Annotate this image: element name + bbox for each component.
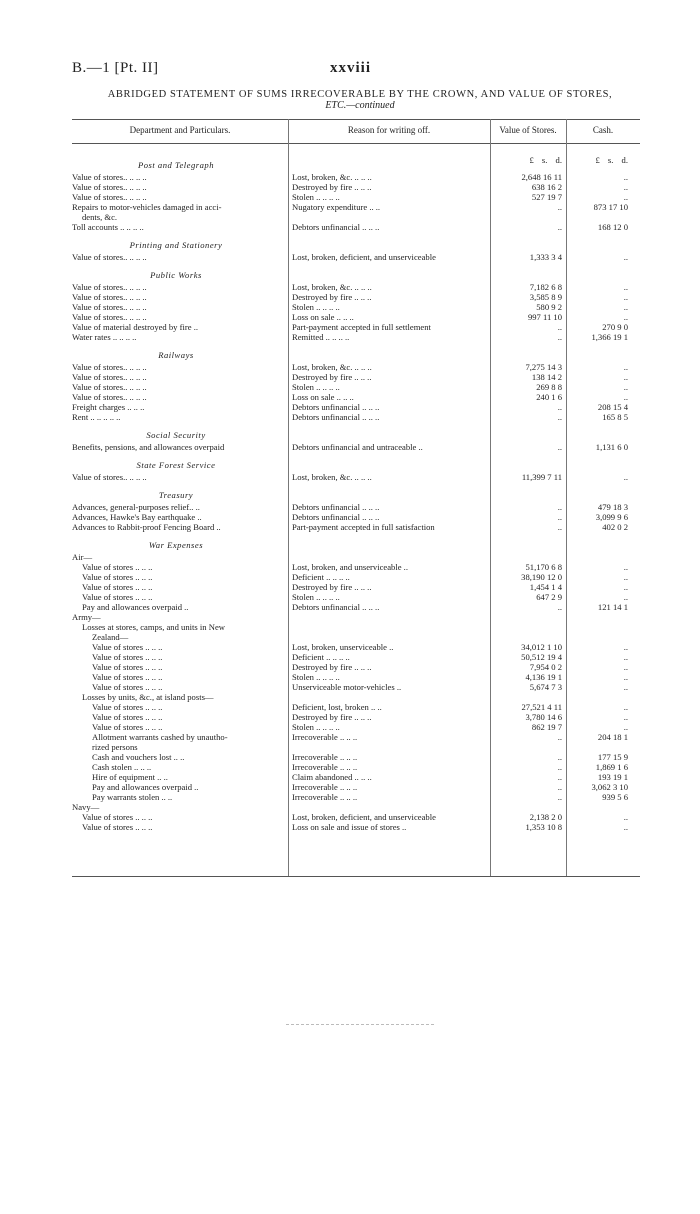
reason-cell: Lost, broken, &c. .. .. .. [292, 282, 372, 292]
page-number: xxviii [330, 60, 372, 76]
stores-value-cell: 997 11 10 [527, 312, 562, 322]
table-row [0, 652, 700, 662]
stores-currency-header: £ s. d. [529, 155, 562, 165]
stores-value-cell: .. [557, 522, 562, 532]
dept-cell: Value of stores .. .. .. [92, 682, 163, 692]
dept-cell: Value of stores.. .. .. .. [72, 182, 147, 192]
reason-cell: Destroyed by fire .. .. .. [292, 712, 372, 722]
stores-value-cell: .. [557, 202, 562, 212]
dept-cell: Value of stores .. .. .. [92, 662, 163, 672]
stores-value-cell: 4,136 19 1 [525, 672, 562, 682]
reason-cell: Stolen .. .. .. .. [292, 382, 340, 392]
dept-cell: Value of stores .. .. .. [82, 572, 153, 582]
table-row [0, 252, 700, 262]
cash-value-cell: .. [623, 382, 628, 392]
cash-value-cell: .. [623, 172, 628, 182]
table-row [0, 512, 700, 522]
section-heading: Public Works [150, 270, 202, 280]
reason-cell: Debtors unfinancial and untraceable .. [292, 442, 423, 452]
cash-value-cell: 177 15 9 [597, 752, 628, 762]
dept-cell: Zealand— [92, 632, 129, 642]
stores-value-cell: .. [557, 332, 562, 342]
stores-value-cell: 7,275 14 3 [525, 362, 562, 372]
table-row [0, 682, 700, 692]
cash-value-cell: .. [623, 392, 628, 402]
cash-value-cell: .. [623, 582, 628, 592]
table-row [0, 402, 700, 412]
cash-value-cell: .. [623, 362, 628, 372]
stores-value-cell: .. [557, 792, 562, 802]
cash-value-cell: 3,062 3 10 [591, 782, 628, 792]
dept-cell: Advances to Rabbit-proof Fencing Board .. [72, 522, 221, 532]
reason-cell: Deficient .. .. .. .. [292, 652, 350, 662]
cash-value-cell: .. [623, 662, 628, 672]
dept-cell: Benefits, pensions, and allowances overpaid [72, 442, 225, 452]
reason-cell: Irrecoverable .. .. .. [292, 732, 358, 742]
dept-cell: Army— [72, 612, 101, 622]
table-row [0, 182, 700, 192]
cash-value-cell: 402 0 2 [602, 522, 628, 532]
stores-value-cell: 7,182 6 8 [529, 282, 562, 292]
cash-value-cell: 204 18 1 [597, 732, 628, 742]
stores-value-cell: 38,190 12 0 [521, 572, 562, 582]
cash-value-cell: .. [623, 562, 628, 572]
dept-cell: Value of stores.. .. .. .. [72, 292, 147, 302]
reason-cell: Debtors unfinancial .. .. .. [292, 222, 380, 232]
stores-value-cell: 1,454 1 4 [529, 582, 562, 592]
cash-value-cell: .. [623, 572, 628, 582]
stores-value-cell: 1,333 3 4 [529, 252, 562, 262]
cash-value-cell: .. [623, 702, 628, 712]
table-row [0, 442, 700, 452]
cash-value-cell: .. [623, 822, 628, 832]
stores-value-cell: .. [557, 752, 562, 762]
reason-cell: Destroyed by fire .. .. .. [292, 372, 372, 382]
reason-cell: Stolen .. .. .. .. [292, 672, 340, 682]
reason-cell: Debtors unfinancial .. .. .. [292, 502, 380, 512]
stores-value-cell: 7,954 0 2 [529, 662, 562, 672]
stores-value-cell: 647 2 9 [536, 592, 562, 602]
stores-value-cell: 3,585 8 9 [529, 292, 562, 302]
reason-cell: Destroyed by fire .. .. .. [292, 582, 372, 592]
table-row [0, 332, 700, 342]
reason-cell: Destroyed by fire .. .. .. [292, 182, 372, 192]
table-row [0, 302, 700, 312]
cash-value-cell: 121 14 1 [597, 602, 628, 612]
cash-value-cell: 165 8 5 [602, 412, 628, 422]
table-row [0, 522, 700, 532]
stores-value-cell: .. [557, 602, 562, 612]
section-heading: Post and Telegraph [137, 160, 214, 170]
dept-cell: Value of stores.. .. .. .. [72, 362, 147, 372]
table-row [0, 642, 700, 652]
cash-value-cell: .. [623, 642, 628, 652]
table-row [0, 572, 700, 582]
reason-cell: Loss on sale .. .. .. [292, 312, 354, 322]
table-row [0, 582, 700, 592]
dept-cell: Advances, general-purposes relief.. .. [72, 502, 200, 512]
table-row [0, 502, 700, 512]
table-row [0, 822, 700, 832]
stores-value-cell: 138 14 2 [531, 372, 562, 382]
cash-value-cell: 873 17 10 [593, 202, 628, 212]
dept-cell: Value of stores .. .. .. [92, 702, 163, 712]
dept-cell: Value of stores .. .. .. [92, 672, 163, 682]
reason-cell: Debtors unfinancial .. .. .. [292, 512, 380, 522]
stores-value-cell: .. [557, 322, 562, 332]
cash-value-cell: .. [623, 592, 628, 602]
table-row [0, 382, 700, 392]
cash-value-cell: 479 18 3 [597, 502, 628, 512]
table-row [0, 412, 700, 422]
table-row [0, 732, 700, 742]
cash-value-cell: .. [623, 712, 628, 722]
footer-rule [286, 1024, 434, 1025]
column-header-reason: Reason for writing off. [347, 125, 431, 135]
table-row [0, 662, 700, 672]
stores-value-cell: 27,521 4 11 [521, 702, 562, 712]
table-row [0, 362, 700, 372]
statement-subtitle: ETC.—continued [325, 100, 395, 111]
table-row [0, 702, 700, 712]
dept-cell: Value of stores.. .. .. .. [72, 382, 147, 392]
cash-value-cell: .. [623, 472, 628, 482]
table-row [0, 622, 700, 632]
table-row [0, 672, 700, 682]
dept-cell: dents, &c. [82, 212, 118, 222]
reason-cell: Remitted .. .. .. .. [292, 332, 350, 342]
table-row [0, 312, 700, 322]
reason-cell: Claim abandoned .. .. .. [292, 772, 372, 782]
reason-cell: Irrecoverable .. .. .. [292, 782, 358, 792]
table-row [0, 322, 700, 332]
dept-cell: Pay and allowances overpaid .. [82, 602, 189, 612]
reason-cell: Stolen .. .. .. .. [292, 592, 340, 602]
cash-value-cell: 1,131 6 0 [595, 442, 628, 452]
stores-value-cell: 240 1 6 [536, 392, 562, 402]
dept-cell: Allotment warrants cashed by unautho- [92, 732, 228, 742]
dept-cell: Air— [72, 552, 93, 562]
table-row [0, 292, 700, 302]
table-row [0, 392, 700, 402]
dept-cell: Rent .. .. .. .. .. [72, 412, 121, 422]
dept-cell: Value of stores.. .. .. .. [72, 372, 147, 382]
cash-value-cell: .. [623, 292, 628, 302]
stores-value-cell: .. [557, 412, 562, 422]
dept-cell: Value of stores .. .. .. [92, 652, 163, 662]
table-row [0, 762, 700, 772]
reason-cell: Stolen .. .. .. .. [292, 722, 340, 732]
dept-cell: Losses by units, &c., at island posts— [82, 692, 214, 702]
reason-cell: Irrecoverable .. .. .. [292, 792, 358, 802]
reason-cell: Nugatory expenditure .. .. [292, 202, 381, 212]
reason-cell: Part-payment accepted in full satisfaction [292, 522, 435, 532]
cash-value-cell: .. [623, 372, 628, 382]
dept-cell: Hire of equipment .. .. [92, 772, 168, 782]
table-row [0, 592, 700, 602]
cash-value-cell: 270 9 0 [602, 322, 628, 332]
table-top-rule [72, 119, 640, 120]
dept-cell: Losses at stores, camps, and units in New [82, 622, 225, 632]
cash-value-cell: 1,366 19 1 [591, 332, 628, 342]
cash-value-cell: 193 19 1 [597, 772, 628, 782]
table-row [0, 802, 700, 812]
cash-value-cell: .. [623, 672, 628, 682]
table-row [0, 782, 700, 792]
stores-value-cell: .. [557, 402, 562, 412]
dept-cell: Toll accounts .. .. .. .. [72, 222, 144, 232]
section-heading: Railways [158, 350, 194, 360]
reason-cell: Part-payment accepted in full settlement [292, 322, 431, 332]
reason-cell: Stolen .. .. .. .. [292, 192, 340, 202]
report-reference: B.—1 [Pt. II] [72, 60, 159, 76]
dept-cell: Value of stores.. .. .. .. [72, 392, 147, 402]
stores-value-cell: .. [557, 222, 562, 232]
table-row [0, 602, 700, 612]
dept-cell: Value of stores.. .. .. .. [72, 172, 147, 182]
table-row [0, 722, 700, 732]
stores-value-cell: 5,674 7 3 [529, 682, 562, 692]
reason-cell: Irrecoverable .. .. .. [292, 762, 358, 772]
stores-value-cell: 51,170 6 8 [525, 562, 562, 572]
reason-cell: Lost, broken, &c. .. .. .. [292, 472, 372, 482]
table-row [0, 222, 700, 232]
table-row [0, 692, 700, 702]
statement-title: ABRIDGED STATEMENT OF SUMS IRRECOVERABLE BY THE CROWN, AND VALUE OF STORES, [107, 89, 613, 100]
table-row [0, 552, 700, 562]
dept-cell: Advances, Hawke's Bay earthquake .. [72, 512, 202, 522]
reason-cell: Lost, broken, unserviceable .. [292, 642, 394, 652]
stores-value-cell: .. [557, 512, 562, 522]
dept-cell: Value of material destroyed by fire .. [72, 322, 198, 332]
reason-cell: Destroyed by fire .. .. .. [292, 292, 372, 302]
cash-value-cell: .. [623, 282, 628, 292]
dept-cell: Value of stores .. .. .. [82, 822, 153, 832]
cash-value-cell: 939 5 6 [602, 792, 628, 802]
reason-cell: Lost, broken, &c. .. .. .. [292, 362, 372, 372]
dept-cell: Value of stores .. .. .. [92, 712, 163, 722]
table-row [0, 772, 700, 782]
stores-value-cell: 1,353 10 8 [525, 822, 562, 832]
reason-cell: Debtors unfinancial .. .. .. [292, 412, 380, 422]
table-row [0, 192, 700, 202]
section-heading: Social Security [146, 430, 206, 440]
dept-cell: Repairs to motor-vehicles damaged in acci- [72, 202, 222, 212]
dept-cell: Water rates .. .. .. .. [72, 332, 137, 342]
stores-value-cell: 34,012 1 10 [521, 642, 562, 652]
stores-value-cell: 638 16 2 [531, 182, 562, 192]
dept-cell: Value of stores .. .. .. [92, 642, 163, 652]
dept-cell: Value of stores .. .. .. [82, 592, 153, 602]
table-row [0, 472, 700, 482]
stores-value-cell: .. [557, 782, 562, 792]
table-row [0, 752, 700, 762]
table-header-rule [72, 143, 640, 144]
dept-cell: Value of stores .. .. .. [92, 722, 163, 732]
dept-cell: Value of stores.. .. .. .. [72, 312, 147, 322]
stores-value-cell: 580 9 2 [536, 302, 562, 312]
cash-value-cell: .. [623, 302, 628, 312]
table-row [0, 632, 700, 642]
table-row [0, 212, 700, 222]
cash-value-cell: 168 12 0 [597, 222, 628, 232]
reason-cell: Debtors unfinancial .. .. .. [292, 402, 380, 412]
table-bottom-rule [72, 876, 640, 877]
cash-value-cell: 1,869 1 6 [595, 762, 628, 772]
dept-cell: Freight charges .. .. .. [72, 402, 145, 412]
reason-cell: Lost, broken, deficient, and unserviceable [292, 252, 436, 262]
reason-cell: Lost, broken, and unserviceable .. [292, 562, 408, 572]
cash-value-cell: .. [623, 812, 628, 822]
stores-value-cell: 862 19 7 [531, 722, 562, 732]
reason-cell: Loss on sale .. .. .. [292, 392, 354, 402]
dept-cell: Value of stores.. .. .. .. [72, 252, 147, 262]
cash-value-cell: .. [623, 192, 628, 202]
stores-value-cell: .. [557, 762, 562, 772]
section-heading: Treasury [158, 490, 194, 500]
table-row [0, 282, 700, 292]
reason-cell: Debtors unfinancial .. .. .. [292, 602, 380, 612]
dept-cell: Cash and vouchers lost .. .. [92, 752, 185, 762]
dept-cell: Cash stolen .. .. .. [92, 762, 152, 772]
reason-cell: Irrecoverable .. .. .. [292, 752, 358, 762]
stores-value-cell: 11,399 7 11 [521, 472, 562, 482]
dept-cell: Navy— [72, 802, 100, 812]
stores-value-cell: .. [557, 442, 562, 452]
reason-cell: Deficient .. .. .. .. [292, 572, 350, 582]
table-row [0, 562, 700, 572]
section-heading: Printing and Stationery [129, 240, 223, 250]
dept-cell: Value of stores .. .. .. [82, 582, 153, 592]
dept-cell: Value of stores .. .. .. [82, 562, 153, 572]
stores-value-cell: 2,138 2 0 [529, 812, 562, 822]
cash-value-cell: .. [623, 682, 628, 692]
section-heading: State Forest Service [136, 460, 216, 470]
reason-cell: Lost, broken, &c. .. .. .. [292, 172, 372, 182]
stores-value-cell: .. [557, 732, 562, 742]
cash-value-cell: 3,099 9 6 [595, 512, 628, 522]
stores-value-cell: 2,648 16 11 [521, 172, 562, 182]
stores-value-cell: 269 8 8 [536, 382, 562, 392]
table-row [0, 812, 700, 822]
column-header-stores: Value of Stores. [499, 125, 557, 135]
table-row [0, 742, 700, 752]
stores-value-cell: .. [557, 502, 562, 512]
cash-value-cell: .. [623, 312, 628, 322]
table-row [0, 712, 700, 722]
cash-value-cell: .. [623, 652, 628, 662]
reason-cell: Destroyed by fire .. .. .. [292, 662, 372, 672]
cash-value-cell: .. [623, 182, 628, 192]
dept-cell: Value of stores.. .. .. .. [72, 192, 147, 202]
table-row [0, 172, 700, 182]
cash-value-cell: .. [623, 252, 628, 262]
dept-cell: rized persons [92, 742, 138, 752]
dept-cell: Pay and allowances overpaid .. [92, 782, 199, 792]
table-row [0, 372, 700, 382]
dept-cell: Value of stores.. .. .. .. [72, 282, 147, 292]
dept-cell: Value of stores.. .. .. .. [72, 472, 147, 482]
table-row [0, 612, 700, 622]
cash-currency-header: £ s. d. [595, 155, 628, 165]
reason-cell: Lost, broken, deficient, and unserviceable [292, 812, 436, 822]
column-header-department: Department and Particulars. [129, 125, 231, 135]
reason-cell: Loss on sale and issue of stores .. [292, 822, 407, 832]
table-row [0, 202, 700, 212]
stores-value-cell: .. [557, 772, 562, 782]
column-header-cash: Cash. [592, 125, 614, 135]
cash-value-cell: 208 15 4 [597, 402, 628, 412]
dept-cell: Value of stores .. .. .. [82, 812, 153, 822]
stores-value-cell: 527 19 7 [531, 192, 562, 202]
table-row [0, 792, 700, 802]
cash-value-cell: .. [623, 722, 628, 732]
dept-cell: Pay warrants stolen .. .. [92, 792, 173, 802]
section-heading: War Expenses [148, 540, 204, 550]
dept-cell: Value of stores.. .. .. .. [72, 302, 147, 312]
reason-cell: Unserviceable motor-vehicles .. [292, 682, 402, 692]
reason-cell: Deficient, lost, broken .. .. [292, 702, 382, 712]
reason-cell: Stolen .. .. .. .. [292, 302, 340, 312]
stores-value-cell: 3,780 14 6 [525, 712, 562, 722]
stores-value-cell: 50,512 19 4 [521, 652, 562, 662]
